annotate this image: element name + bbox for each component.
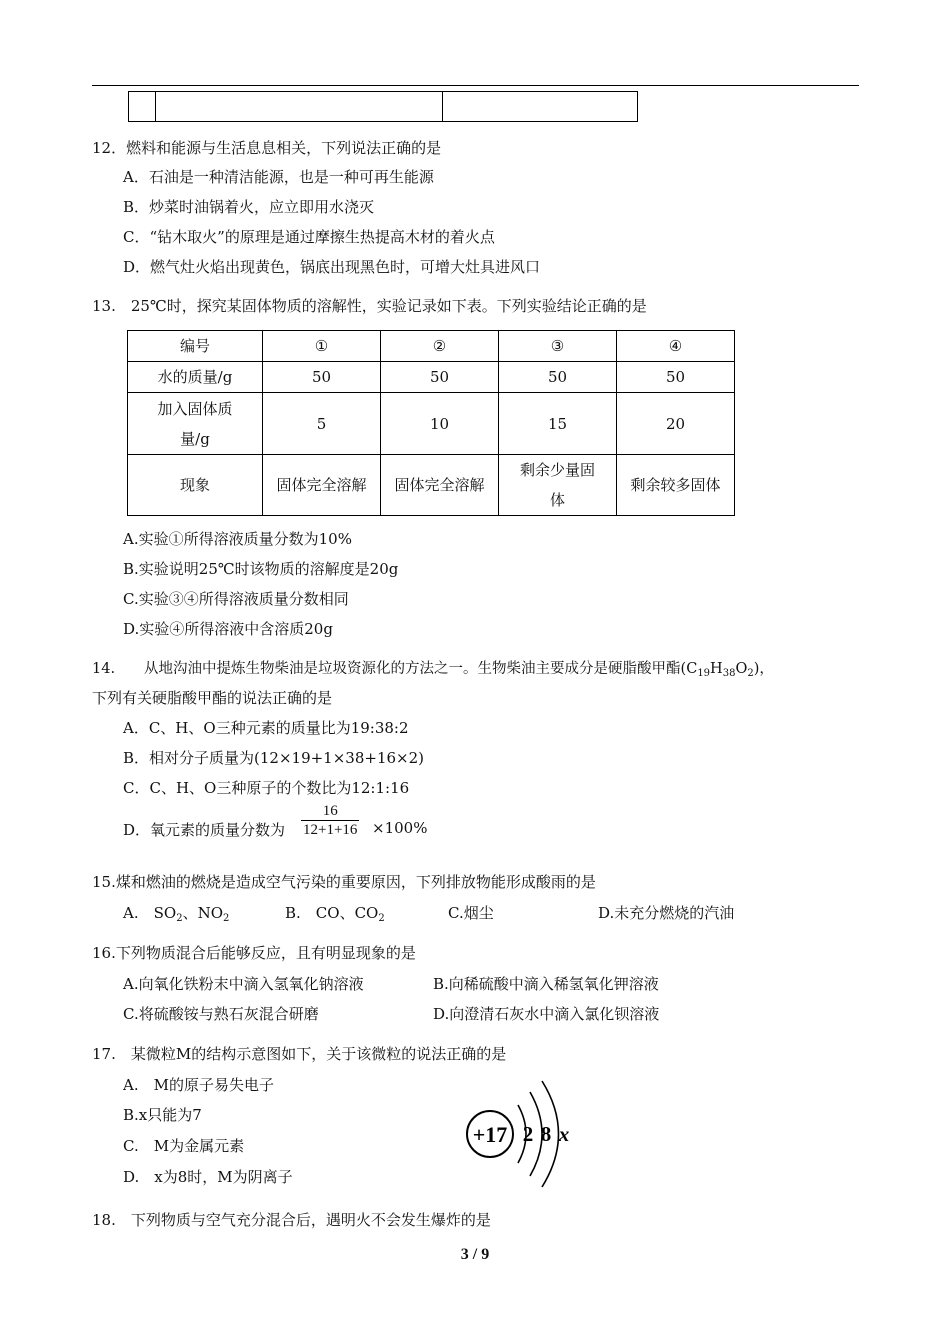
- page-number: 3 / 9: [460, 1246, 490, 1263]
- table-cell: 固体完全溶解: [263, 455, 381, 516]
- q15-option-d[interactable]: D.未充分燃烧的汽油: [598, 904, 735, 922]
- q17-option-c[interactable]: C. M为金属元素: [123, 1137, 245, 1155]
- table-cell: 20: [617, 393, 735, 455]
- table-cell: 50: [381, 362, 499, 393]
- q14-option-c[interactable]: C．C、H、O三种原子的个数比为12:1:16: [123, 779, 410, 797]
- q14-stem: 14. 从地沟油中提炼生物柴油是垃圾资源化的方法之一。生物柴油主要成分是硬脂酸甲酯$(C_{19}H_{38}O_2)$，: [92, 661, 774, 679]
- fragment-cell: [443, 92, 638, 122]
- q16-option-c[interactable]: C.将硫酸铵与熟石灰混合研磨: [123, 1005, 319, 1023]
- q14-option-d-suffix: ×100%: [372, 819, 428, 837]
- q13-option-d[interactable]: D.实验④所得溶液中含溶质20g: [123, 620, 333, 638]
- table-header-cell: 编号: [128, 331, 263, 362]
- table-cell: 10: [381, 393, 499, 455]
- q12-option-b[interactable]: B．炒菜时油锅着火，应立即用水浇灭: [123, 198, 375, 216]
- q17-option-a[interactable]: A. M的原子易失电子: [123, 1076, 274, 1094]
- phenom-3-line1: 剩余少量固: [519, 461, 595, 479]
- table-header-cell: ③: [499, 331, 617, 362]
- q15-option-a[interactable]: A. $SO_2$、$NO_2$: [123, 904, 230, 924]
- oxygen-fraction: [301, 802, 359, 839]
- q13-stem: 13. 25℃时，探究某固体物质的溶解性，实验记录如下表。下列实验结论正确的是: [92, 297, 647, 315]
- q15-option-c[interactable]: C.烟尘: [448, 904, 494, 922]
- fragment-cell: [156, 92, 443, 122]
- q17-stem: 17. 某微粒M的结构示意图如下，关于该微粒的说法正确的是: [92, 1045, 507, 1063]
- atomic-structure-diagram: [460, 1078, 590, 1190]
- q17-option-d[interactable]: D. x为8时，M为阴离子: [123, 1168, 293, 1186]
- q14-option-b[interactable]: B．相对分子质量为(12×19+1×38+16×2): [123, 749, 425, 767]
- q16-option-d[interactable]: D.向澄清石灰水中滴入氯化钡溶液: [433, 1005, 660, 1023]
- q13-option-b[interactable]: B.实验说明25℃时该物质的溶解度是20g: [123, 560, 399, 578]
- phenom-3-line2: 体: [549, 491, 565, 509]
- table-row-label: [128, 393, 263, 455]
- table-cell: 15: [499, 393, 617, 455]
- q12-option-a[interactable]: A．石油是一种清洁能源，也是一种可再生能源: [123, 168, 434, 186]
- nucleus-charge: +17: [472, 1122, 508, 1147]
- table-cell: [499, 455, 617, 516]
- q12-option-d[interactable]: D．燃气灶火焰出现黄色，锅底出现黑色时，可增大灶具进风口: [123, 258, 541, 276]
- table-row-label: 现象: [128, 455, 263, 516]
- shell-2-electrons: 8: [540, 1122, 552, 1146]
- q16-option-b[interactable]: B.向稀硫酸中滴入稀氢氧化钾溶液: [433, 975, 659, 993]
- q16-stem: 16.下列物质混合后能够反应，且有明显现象的是: [92, 944, 416, 962]
- table-cell: 固体完全溶解: [381, 455, 499, 516]
- table-cell: 剩余较多固体: [617, 455, 735, 516]
- solubility-table: [127, 330, 735, 516]
- table-cell: 50: [263, 362, 381, 393]
- solid-label-line2: 量/g: [180, 429, 210, 448]
- q16-option-a[interactable]: A.向氧化铁粉末中滴入氢氧化钠溶液: [123, 975, 364, 993]
- q14-option-a[interactable]: A．C、H、O三种元素的质量比为19:38:2: [123, 719, 409, 737]
- q15-option-b[interactable]: B. CO、$CO_2$: [285, 904, 385, 924]
- shell-1-electrons: 2: [522, 1122, 534, 1146]
- q15-stem: 15.煤和燃油的燃烧是造成空气污染的重要原因，下列排放物能形成酸雨的是: [92, 873, 596, 891]
- table-cell: 50: [617, 362, 735, 393]
- q14-stem-line2: 下列有关硬脂酸甲酯的说法正确的是: [92, 689, 333, 707]
- previous-table-fragment: [128, 91, 638, 122]
- q17-option-b[interactable]: B.x只能为7: [123, 1106, 202, 1124]
- table-row-label: 水的质量/g: [128, 362, 263, 393]
- q14-option-d[interactable]: D．氧元素的质量分数为: [123, 821, 286, 839]
- table-header-cell: ①: [263, 331, 381, 362]
- table-header-cell: ④: [617, 331, 735, 362]
- q12-option-c[interactable]: C．“钻木取火”的原理是通过摩擦生热提高木材的着火点: [123, 228, 495, 246]
- q13-option-c[interactable]: C.实验③④所得溶液质量分数相同: [123, 590, 349, 608]
- q13-option-a[interactable]: A.实验①所得溶液质量分数为10%: [123, 530, 352, 548]
- table-cell: 50: [499, 362, 617, 393]
- table-header-cell: ②: [381, 331, 499, 362]
- fraction-numerator: 16: [322, 803, 338, 819]
- fragment-cell: [129, 92, 156, 122]
- table-cell: 5: [263, 393, 381, 455]
- solid-label-line1: 加入固体质: [157, 399, 233, 418]
- shell-3-electrons: x: [558, 1122, 570, 1146]
- header-rule: [92, 85, 859, 86]
- q12-stem: 12．燃料和能源与生活息息相关，下列说法正确的是: [92, 139, 442, 157]
- fraction-denominator: 12+1+16: [303, 822, 358, 838]
- q18-stem: 18. 下列物质与空气充分混合后，遇明火不会发生爆炸的是: [92, 1211, 491, 1229]
